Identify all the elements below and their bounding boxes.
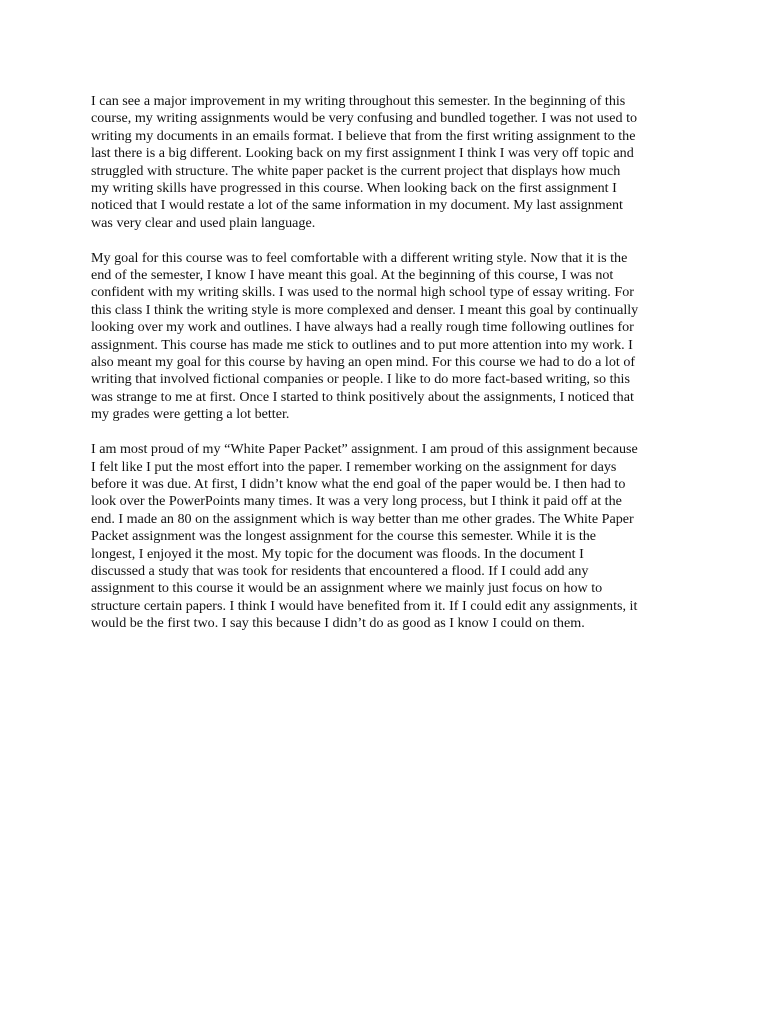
text-line: noticed that I would restate a lot of the same information in my document. My last assignment xyxy=(91,197,623,214)
text-line: struggled with structure. The white paper packet is the current project that displays how much xyxy=(91,162,621,179)
text-line: last there is a big different. Looking back on my first assignment I think I was very off topic and xyxy=(91,145,634,162)
text-line: My goal for this course was to feel comfortable with a different writing style. Now that it is the xyxy=(91,249,628,266)
text-line: was very clear and used plain language. xyxy=(91,214,316,231)
text-line: I felt like I put the most effort into the paper. I remember working on the assignment for days xyxy=(91,458,617,475)
text-line: Packet assignment was the longest assignment for the course this semester. While it is the xyxy=(91,528,597,545)
text-line: course, my writing assignments would be very confusing and bundled together. I was not used to xyxy=(91,110,638,127)
text-line: I am most proud of my “White Paper Packet” assignment. I am proud of this assignment because xyxy=(91,441,638,458)
text-line: I can see a major improvement in my writing throughout this semester. In the beginning of this xyxy=(91,93,626,109)
document-body xyxy=(91,93,677,650)
text-line: end of the semester, I know I have meant this goal. At the beginning of this course, I was not xyxy=(91,267,614,284)
paragraph-goal xyxy=(91,250,677,424)
paragraph-proud xyxy=(91,441,677,632)
text-line: assignment to this course it would be an assignment where we mainly just focus on how to xyxy=(91,580,603,597)
text-line: longest, I enjoyed it the most. My topic for the document was floods. In the document I xyxy=(91,545,584,562)
text-line: discussed a study that was took for residents that encountered a flood. If I could add any xyxy=(91,562,589,579)
text-line: writing that involved fictional companies or people. I like to do more fact-based writing, so this xyxy=(91,371,630,388)
text-line: looking over my work and outlines. I have always had a really rough time following outlines for xyxy=(91,319,634,336)
text-line: end. I made an 80 on the assignment which is way better than me other grades. The White Paper xyxy=(91,510,634,527)
text-line: assignment. This course has made me stick to outlines and to put more attention into my work. I xyxy=(91,336,633,353)
text-line: writing my documents in an emails format. I believe that from the first writing assignment to the xyxy=(91,127,636,144)
text-line: also meant my goal for this course by having an open mind. For this course we had to do a lot of xyxy=(91,354,636,371)
text-line: my writing skills have progressed in this course. When looking back on the first assignment I xyxy=(91,180,617,197)
text-line: before it was due. At first, I didn’t know what the end goal of the paper would be. I then had to xyxy=(91,475,626,492)
paragraph-improvement xyxy=(91,93,677,232)
text-line: this class I think the writing style is more complexed and denser. I meant this goal by continually xyxy=(91,301,639,318)
text-line: structure certain papers. I think I would have benefited from it. If I could edit any assignments, it xyxy=(91,597,638,614)
text-line: was strange to me at first. Once I started to think positively about the assignments, I noticed that xyxy=(91,388,634,405)
text-line: look over the PowerPoints many times. It was a very long process, but I think it paid off at the xyxy=(91,493,622,510)
text-line: would be the first two. I say this because I didn’t do as good as I know I could on them. xyxy=(91,615,585,632)
text-line: confident with my writing skills. I was used to the normal high school type of essay writing. For xyxy=(91,284,634,301)
text-line: my grades were getting a lot better. xyxy=(91,406,290,423)
